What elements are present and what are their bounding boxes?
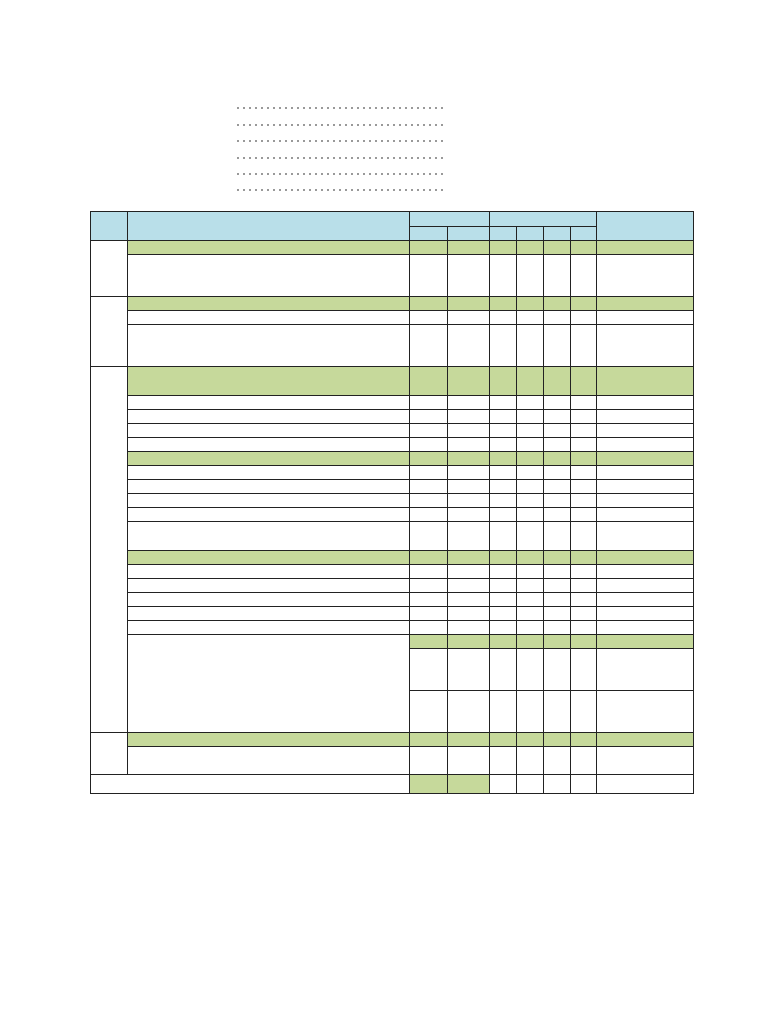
header-cell-content (128, 212, 410, 241)
table-row[interactable] (91, 747, 694, 775)
section-number-cell-2 (91, 297, 128, 367)
table-row[interactable] (91, 410, 694, 424)
section-title-cell (128, 241, 410, 255)
table-row[interactable] (91, 396, 694, 410)
header-cell-score (410, 212, 490, 227)
table-row[interactable] (91, 325, 694, 367)
section-number-cell-3 (91, 367, 128, 733)
table-row[interactable] (91, 494, 694, 508)
section-row-3 (91, 367, 694, 396)
section-row-1 (91, 241, 694, 255)
form-field-line-1[interactable] (235, 104, 447, 112)
header-cell-max (410, 227, 448, 241)
form-field-line-3[interactable] (235, 137, 447, 145)
total-label-cell (91, 775, 410, 794)
subsection-row (91, 551, 694, 565)
header-cell-self (448, 227, 490, 241)
total-row (91, 775, 694, 794)
form-field-line-2[interactable] (235, 121, 447, 129)
subsection-row (91, 452, 694, 466)
table-row[interactable] (91, 480, 694, 494)
header-cell-levels (490, 212, 597, 227)
assessment-table (90, 211, 694, 794)
table-row[interactable] (91, 508, 694, 522)
table-row[interactable] (91, 522, 694, 551)
section-row-4 (91, 635, 694, 649)
table-row[interactable] (91, 438, 694, 452)
table-row[interactable] (91, 565, 694, 579)
header-cell-level-2 (517, 227, 544, 241)
form-field-line-4[interactable] (235, 154, 447, 162)
table-row[interactable] (91, 424, 694, 438)
table-header-row (91, 212, 694, 227)
assessment-table-container (90, 211, 694, 794)
table-row[interactable] (91, 255, 694, 297)
table-row[interactable] (91, 593, 694, 607)
section-number-cell-4 (128, 635, 410, 733)
total-self-cell (448, 775, 490, 794)
section-number-cell-5 (91, 733, 128, 775)
table-row[interactable] (91, 579, 694, 593)
form-field-line-5[interactable] (235, 170, 447, 178)
table-row[interactable] (91, 621, 694, 635)
section-number-cell-1 (91, 241, 128, 297)
header-cell-note (597, 212, 694, 241)
total-max-cell (410, 775, 448, 794)
section-row-5 (91, 733, 694, 747)
table-row[interactable] (91, 466, 694, 480)
section-row-2 (91, 297, 694, 311)
form-field-line-6[interactable] (235, 186, 447, 194)
table-row[interactable] (91, 607, 694, 621)
header-cell-level-4 (571, 227, 597, 241)
table-row[interactable] (91, 311, 694, 325)
header-cell-level-1 (490, 227, 517, 241)
header-cell-no (91, 212, 128, 241)
header-cell-level-3 (544, 227, 571, 241)
